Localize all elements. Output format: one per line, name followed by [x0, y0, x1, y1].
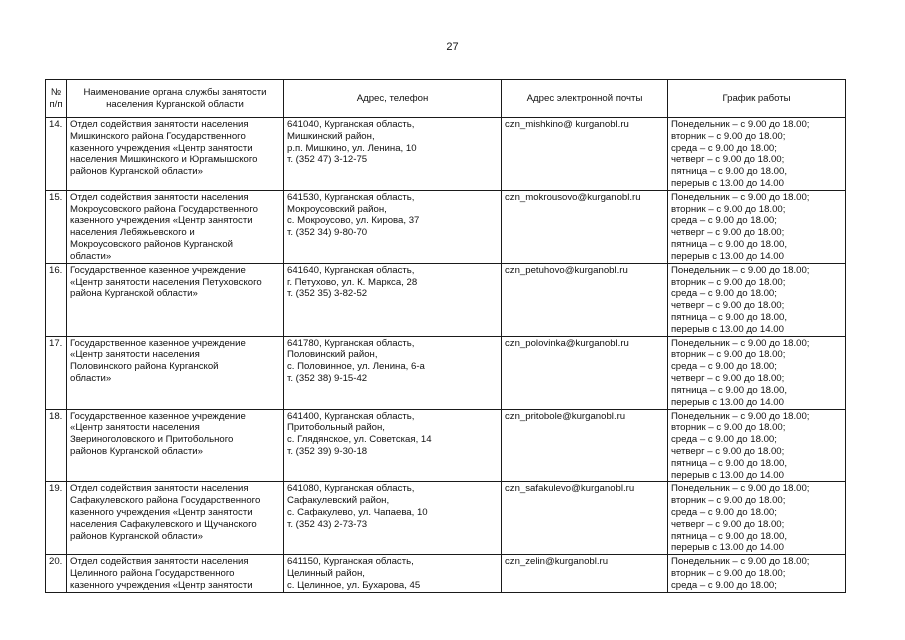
office-name-line: районов Курганской области»: [70, 445, 203, 457]
office-name-line: Мишкинского района Государственного: [70, 130, 246, 142]
office-schedule-line: среда – с 9.00 до 18.00;: [671, 215, 777, 227]
office-email: czn_safakulevo@kurganobl.ru: [502, 482, 668, 555]
office-schedule-line: Понедельник – с 9.00 до 18.00;: [671, 410, 810, 422]
row-number: 19.: [46, 482, 67, 555]
office-address-line: т. (352 35) 3-82-52: [287, 288, 368, 300]
office-name: [67, 336, 284, 409]
office-schedule-line: пятница – с 9.00 до 18.00,: [671, 457, 788, 469]
office-address-line: 641400, Курганская область,: [287, 410, 415, 422]
office-name-line: области»: [70, 250, 112, 262]
office-address: [284, 190, 502, 263]
office-schedule-line: вторник – с 9.00 до 18.00;: [671, 422, 786, 434]
table-row: [46, 555, 846, 592]
office-schedule-line: перерыв с 13.00 до 14.00: [671, 177, 784, 189]
office-schedule-line: четверг – с 9.00 до 18.00;: [671, 227, 785, 239]
row-number: 15.: [46, 190, 67, 263]
office-schedule: [668, 263, 846, 336]
office-address: [284, 118, 502, 191]
table-header-row: [46, 80, 846, 118]
office-name-line: населения Лебяжьевского и: [70, 227, 195, 239]
office-name-line: Сафакулевского района Государственного: [70, 495, 261, 507]
office-schedule-line: пятница – с 9.00 до 18.00,: [671, 384, 788, 396]
office-name: [67, 555, 284, 592]
office-address-line: с. Половинное, ул. Ленина, 6-а: [287, 361, 425, 373]
office-schedule-line: среда – с 9.00 до 18.00;: [671, 361, 777, 373]
table-row: [46, 118, 846, 191]
office-schedule-line: Понедельник – с 9.00 до 18.00;: [671, 483, 810, 495]
office-email: czn_polovinka@kurganobl.ru: [502, 336, 668, 409]
office-address-line: р.п. Мишкино, ул. Ленина, 10: [287, 142, 417, 154]
row-number: 20.: [46, 555, 67, 592]
office-schedule-line: среда – с 9.00 до 18.00;: [671, 142, 777, 154]
office-name-line: казенного учреждения «Центр занятости: [70, 506, 253, 518]
office-schedule-line: перерыв с 13.00 до 14.00: [671, 396, 784, 408]
office-address-line: с. Глядянское, ул. Советская, 14: [287, 434, 432, 446]
office-name-line: «Центр занятости населения: [70, 422, 200, 434]
office-address-line: 641780, Курганская область,: [287, 337, 415, 349]
office-schedule-line: пятница – с 9.00 до 18.00,: [671, 166, 788, 178]
office-name-line: Отдел содействия занятости населения: [70, 119, 249, 130]
office-name-line: Отдел содействия занятости населения: [70, 191, 249, 203]
office-address-line: т. (352 47) 3-12-75: [287, 154, 368, 166]
office-address-line: т. (352 39) 9-30-18: [287, 445, 368, 457]
office-address-line: 641040, Курганская область,: [287, 119, 415, 130]
office-schedule-line: Понедельник – с 9.00 до 18.00;: [671, 264, 810, 276]
office-address-line: Притобольный район,: [287, 422, 385, 434]
office-schedule-line: четверг – с 9.00 до 18.00;: [671, 518, 785, 530]
office-schedule: [668, 409, 846, 482]
row-number: 14.: [46, 118, 67, 191]
office-name-line: Отдел содействия занятости населения: [70, 483, 249, 495]
office-schedule: [668, 555, 846, 592]
office-email: czn_petuhovo@kurganobl.ru: [502, 263, 668, 336]
office-address-line: т. (352 38) 9-15-42: [287, 372, 368, 384]
office-address: [284, 263, 502, 336]
header-num: № п/п: [46, 80, 67, 118]
office-schedule-line: вторник – с 9.00 до 18.00;: [671, 349, 786, 361]
office-schedule-line: Понедельник – с 9.00 до 18.00;: [671, 556, 810, 568]
office-schedule-line: вторник – с 9.00 до 18.00;: [671, 130, 786, 142]
office-schedule-line: Понедельник – с 9.00 до 18.00;: [671, 337, 810, 349]
table-row: [46, 263, 846, 336]
office-address-line: Сафакулевский район,: [287, 495, 390, 507]
office-name-line: Государственное казенное учреждение: [70, 410, 246, 422]
row-number: 18.: [46, 409, 67, 482]
employment-offices-table: [45, 79, 846, 593]
office-name-line: Мокроусовского района Государственного: [70, 203, 259, 215]
office-name-line: «Центр занятости населения: [70, 349, 200, 361]
office-schedule-line: четверг – с 9.00 до 18.00;: [671, 154, 785, 166]
office-name-line: района Курганской области»: [70, 288, 198, 300]
office-schedule-line: четверг – с 9.00 до 18.00;: [671, 300, 785, 312]
office-name-line: населения Мишкинского и Юргамышского: [70, 154, 258, 166]
office-name-line: Половинского района Курганской: [70, 361, 219, 373]
table-row: [46, 482, 846, 555]
office-name: [67, 482, 284, 555]
office-name-line: Отдел содействия занятости населения: [70, 556, 249, 568]
office-schedule-line: вторник – с 9.00 до 18.00;: [671, 568, 786, 580]
header-name: Наименование органа службы занятости населения Курганской области: [67, 80, 284, 118]
header-address: Адрес, телефон: [284, 80, 502, 118]
office-address-line: Мишкинский район,: [287, 130, 375, 142]
office-address-line: Мокроусовский район,: [287, 203, 387, 215]
office-address: [284, 555, 502, 592]
office-address-line: т. (352 34) 9-80-70: [287, 227, 368, 239]
office-schedule-line: среда – с 9.00 до 18.00;: [671, 579, 777, 591]
office-address-line: Половинский район,: [287, 349, 378, 361]
office-name-line: Государственное казенное учреждение: [70, 337, 246, 349]
office-schedule-line: пятница – с 9.00 до 18.00,: [671, 530, 788, 542]
office-schedule-line: перерыв с 13.00 до 14.00: [671, 542, 784, 554]
office-name-line: Звериноголовского и Притобольного: [70, 434, 234, 446]
office-name: [67, 409, 284, 482]
office-schedule-line: среда – с 9.00 до 18.00;: [671, 506, 777, 518]
office-address: [284, 482, 502, 555]
office-address-line: 641530, Курганская область,: [287, 191, 415, 203]
office-schedule-line: перерыв с 13.00 до 14.00: [671, 469, 784, 481]
office-name: [67, 190, 284, 263]
office-name-line: Мокроусовского районов Курганской: [70, 238, 233, 250]
office-address-line: 641150, Курганская область,: [287, 556, 414, 568]
office-name-line: «Центр занятости населения Петуховского: [70, 276, 262, 288]
table-row: [46, 190, 846, 263]
office-schedule-line: вторник – с 9.00 до 18.00;: [671, 276, 786, 288]
office-name-line: Целинного района Государственного: [70, 568, 235, 580]
office-name-line: Государственное казенное учреждение: [70, 264, 246, 276]
table-row: [46, 409, 846, 482]
office-name-line: казенного учреждения «Центр занятости: [70, 142, 253, 154]
office-name-line: казенного учреждения «Центр занятости: [70, 215, 253, 227]
office-schedule: [668, 336, 846, 409]
office-name: [67, 118, 284, 191]
office-email: czn_mishkino@ kurganobl.ru: [502, 118, 668, 191]
office-schedule-line: четверг – с 9.00 до 18.00;: [671, 372, 785, 384]
office-schedule-line: вторник – с 9.00 до 18.00;: [671, 203, 786, 215]
office-schedule-line: четверг – с 9.00 до 18.00;: [671, 445, 785, 457]
office-schedule-line: Понедельник – с 9.00 до 18.00;: [671, 119, 810, 130]
office-address-line: с. Целинное, ул. Бухарова, 45: [287, 579, 421, 591]
office-schedule-line: вторник – с 9.00 до 18.00;: [671, 495, 786, 507]
office-address-line: 641640, Курганская область,: [287, 264, 415, 276]
office-email: czn_zelin@kurganobl.ru: [502, 555, 668, 592]
header-schedule: График работы: [668, 80, 846, 118]
office-name-line: районов Курганской области»: [70, 530, 203, 542]
office-schedule-line: среда – с 9.00 до 18.00;: [671, 434, 777, 446]
row-number: 17.: [46, 336, 67, 409]
office-address: [284, 409, 502, 482]
office-schedule-line: среда – с 9.00 до 18.00;: [671, 288, 777, 300]
office-schedule-line: Понедельник – с 9.00 до 18.00;: [671, 191, 810, 203]
office-address-line: Целинный район,: [287, 568, 365, 580]
office-address: [284, 336, 502, 409]
office-schedule: [668, 190, 846, 263]
office-address-line: г. Петухово, ул. К. Маркса, 28: [287, 276, 418, 288]
table-row: [46, 336, 846, 409]
office-schedule: [668, 118, 846, 191]
office-address-line: с. Сафакулево, ул. Чапаева, 10: [287, 506, 428, 518]
office-email: czn_pritobole@kurganobl.ru: [502, 409, 668, 482]
office-address-line: т. (352 43) 2-73-73: [287, 518, 368, 530]
office-name-line: районов Курганской области»: [70, 166, 203, 178]
office-name-line: казенного учреждения «Центр занятости: [70, 579, 253, 591]
office-schedule-line: пятница – с 9.00 до 18.00,: [671, 311, 788, 323]
office-schedule-line: пятница – с 9.00 до 18.00,: [671, 238, 788, 250]
row-number: 16.: [46, 263, 67, 336]
office-name-line: населения Сафакулевского и Щучанского: [70, 518, 257, 530]
office-address-line: 641080, Курганская область,: [287, 483, 415, 495]
header-email: Адрес электронной почты: [502, 80, 668, 118]
office-schedule: [668, 482, 846, 555]
office-schedule-line: перерыв с 13.00 до 14.00: [671, 323, 784, 335]
office-name-line: области»: [70, 372, 112, 384]
office-email: czn_mokrousovo@kurganobl.ru: [502, 190, 668, 263]
office-name: [67, 263, 284, 336]
page-number: 27: [446, 41, 459, 53]
office-address-line: с. Мокроусово, ул. Кирова, 37: [287, 215, 420, 227]
office-schedule-line: перерыв с 13.00 до 14.00: [671, 250, 784, 262]
